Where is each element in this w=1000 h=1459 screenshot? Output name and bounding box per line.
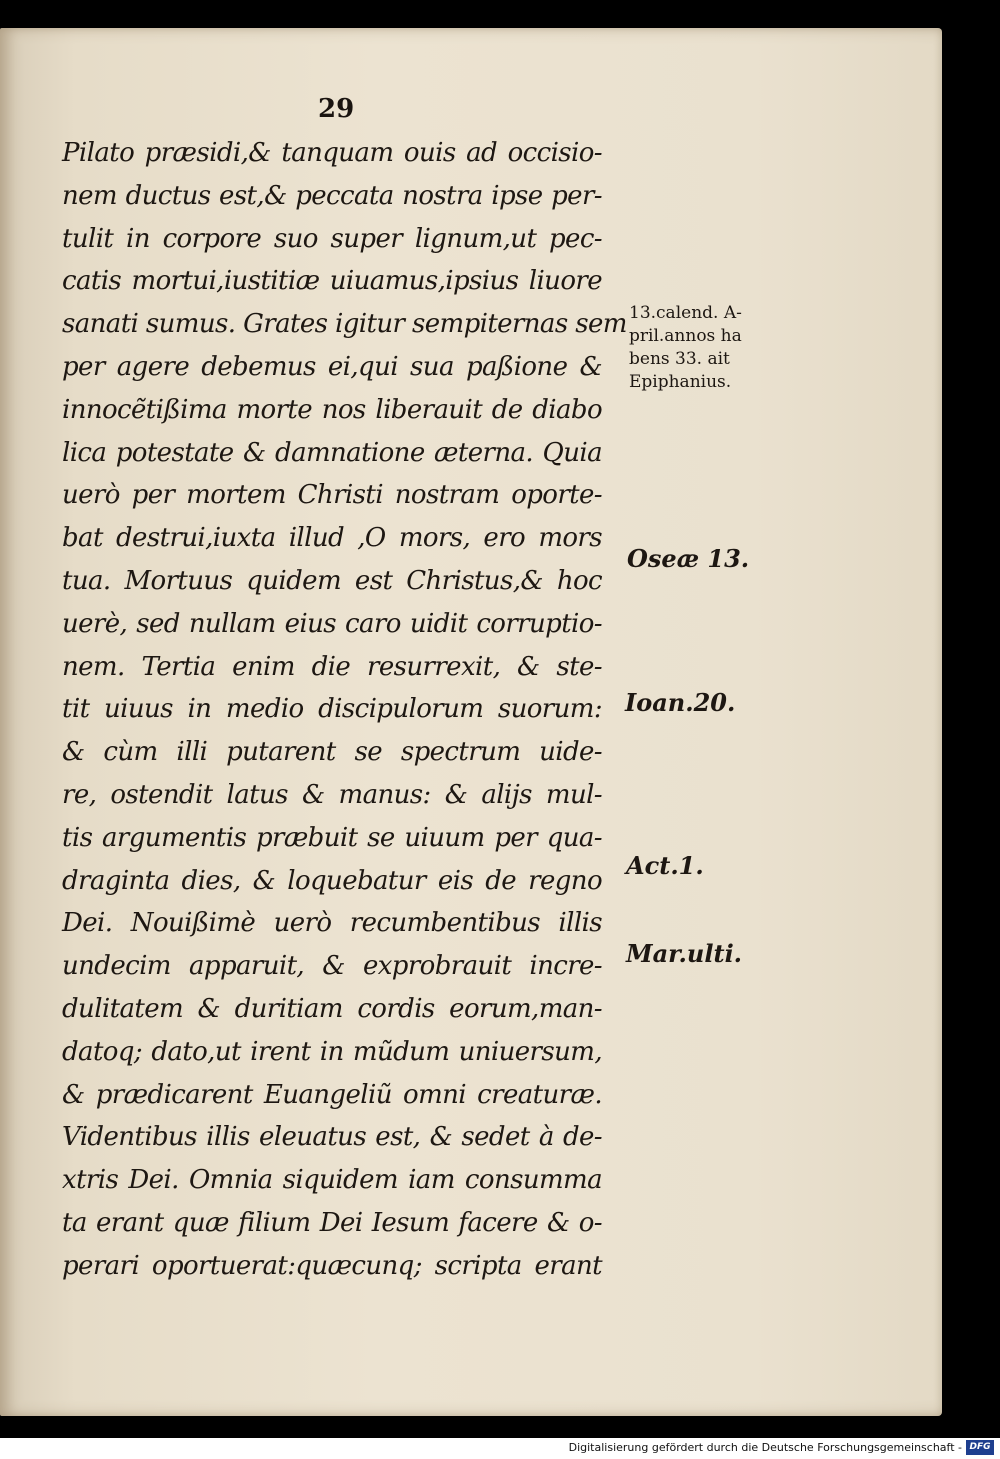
text-line: per agere debemus ei,qui sua paßione & — [62, 351, 602, 382]
text-line: dulitatem & duritiam cordis eorum,man- — [62, 993, 602, 1024]
text-line: draginta dies, & loquebatur eis de regno — [62, 865, 602, 896]
text-line: xtris Dei. Omnia siquidem iam consumma — [62, 1165, 602, 1196]
text-line: bat destrui,iuxta illud ,O mors, ero mors — [62, 523, 602, 554]
marginal-note-act: Act.1. — [626, 851, 704, 880]
text-line: perari oportuerat:quæcunq; scripta erant — [62, 1250, 602, 1281]
footer-bar — [0, 1438, 1000, 1459]
text-line: nem ductus est,& peccata nostra ipse per- — [62, 180, 602, 211]
text-line: tua. Mortuus quidem est Christus,& hoc — [62, 565, 602, 596]
text-line: undecim apparuit, & exprobrauit incre- — [62, 951, 602, 982]
book-page — [0, 28, 942, 1416]
footer-credit: Digitalisierung gefördert durch die Deutsche Forschungsgemeinschaft - — [568, 1441, 962, 1454]
marginal-note-line: 13.calend. A- — [629, 303, 742, 323]
marginal-note-ioan: Ioan.20. — [625, 688, 736, 717]
text-line: catis mortui,iustitiæ uiuamus,ipsius liuore — [62, 266, 602, 297]
marginal-note-line: pril.annos ha — [629, 326, 742, 346]
text-line: innocẽtißima morte nos liberauit de diabo — [62, 394, 602, 425]
marginal-note-line: Epiphanius. — [629, 372, 732, 392]
dfg-logo-icon: DFG — [966, 1440, 994, 1455]
text-line: & prædicarent Euangeliũ omni creaturæ. — [62, 1079, 602, 1110]
text-line: Pilato præsidi,& tanquam ouis ad occisio- — [62, 138, 602, 168]
text-line: lica potestate & damnatione æterna. Quia — [62, 437, 602, 468]
page-number: 29 — [318, 94, 355, 124]
text-line: nem. Tertia enim die resurrexit, & ste- — [62, 651, 602, 682]
marginal-note-mar: Mar.ulti. — [626, 939, 743, 968]
text-line: Videntibus illis eleuatus est, & sedet à de- — [62, 1122, 602, 1153]
text-line: re, ostendit latus & manus: & alijs mul- — [62, 779, 602, 810]
text-line: uerè, sed nullam eius caro uidit corruptio- — [62, 608, 602, 639]
text-line: sanati sumus. Grates igitur sempiternas sem — [62, 309, 627, 340]
marginal-note-osee: Oseæ 13. — [627, 544, 750, 573]
text-line: tulit in corpore suo super lignum,ut pec- — [62, 223, 602, 254]
text-line: datoq; dato,ut irent in mũdum uniuersum, — [62, 1036, 602, 1067]
text-line: Dei. Nouißimè uerò recumbentibus illis — [62, 908, 602, 939]
text-line: ta erant quæ filium Dei Iesum facere & o- — [62, 1207, 602, 1238]
text-line: tis argumentis præbuit se uiuum per qua- — [62, 822, 602, 853]
text-line: & cùm illi putarent se spectrum uide- — [62, 737, 602, 768]
marginal-note-line: bens 33. ait — [629, 349, 730, 369]
text-line: uerò per mortem Christi nostram oporte- — [62, 480, 602, 511]
marginal-note-epiphanius — [629, 302, 742, 394]
body-text — [62, 132, 627, 1288]
text-line: tit uiuus in medio discipulorum suorum: — [62, 694, 602, 725]
